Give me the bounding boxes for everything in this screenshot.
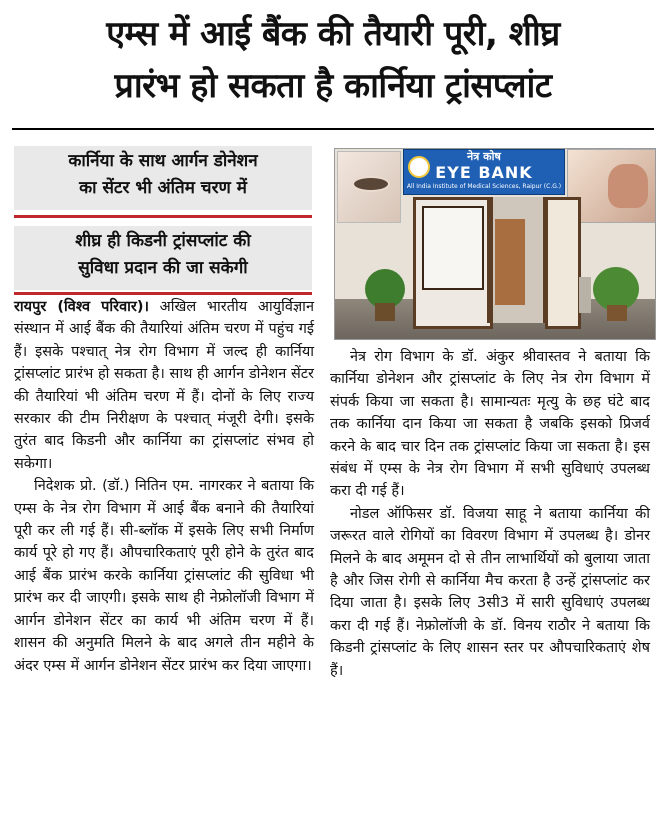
eye-bank-photo: [334, 148, 656, 340]
headline-rule: [12, 128, 654, 130]
subheading-1-line-1: कार्निया के साथ आर्गन डोनेशन: [68, 151, 258, 171]
eye-bank-sign: [403, 149, 565, 195]
article-column-right: [330, 346, 650, 682]
sign-institute: All India Institute of Medical Sciences, Raipur (C.G.): [406, 183, 562, 190]
sign-english: EYE BANK: [435, 163, 533, 182]
subheading-divider: [14, 292, 312, 295]
headline-line-2: प्रारंभ हो सकता है कार्निया ट्रांसप्लांट: [114, 66, 552, 106]
article-column-left: [14, 296, 314, 677]
subheading-2-line-1: शीघ्र ही किडनी ट्रांसप्लांट की: [75, 231, 251, 251]
article-paragraph: निदेशक प्रो. (डॉ.) नितिन एम. नागरकर ने बताया कि एम्स के नेत्र रोग विभाग में आई बैंक बनाने की तैयारियां पूरी कर ली गई हैं। सी-ब्लॉक में इसके लिए सभी निर्माण कार्य पूरे हो गए हैं। औपचारिकताएं पूरी होने के तुरंत बाद आई बैंक प्रारंभ करके कार्निया ट्रांसप्लांट की सुविधा भी प्रारंभ कर दी जाएगी। इसके साथ ही नेफ्रोलॉजी विभाग में आर्गन डोनेशन सेंटर का कार्य भी अंतिम चरण में हैं। शासन की अनुमति मिलने के बाद अगले तीन महीने के अंदर एम्स में आर्गन डोनेशन सेंटर प्रारंभ कर दिया जाएगा।: [14, 478, 314, 674]
wardrobe: [495, 219, 525, 305]
dateline: रायपुर (विश्व परिवार)।: [14, 299, 149, 315]
eye-icon: [352, 176, 390, 192]
subheading-divider: [14, 215, 312, 218]
article-paragraph: नेत्र रोग विभाग के डॉ. अंकुर श्रीवास्तव ने बताया कि कार्निया डोनेशन और ट्रांसप्लांट के लिए नेत्र रोग विभाग में संपर्क किया जा सकता है। सामान्यतः मृत्यु के छह घंटे बाद तक कार्निया दान किया जा सकता है जबकि इसको प्रिजर्व करने के बाद चार दिन तक ट्रांसप्लांट किया जा सकता है। इस संबंध में एम्स के नेत्र रोग विभाग में सभी सुविधाएं उपलब्ध करा दी गई हैं।: [330, 349, 650, 500]
subheading-1-line-2: का सेंटर भी अंतिम चरण में: [79, 178, 247, 198]
eye-poster: [337, 151, 401, 223]
article-paragraph: [14, 296, 314, 475]
article-paragraph-text: अखिल भारतीय आयुर्विज्ञान संस्थान में आई बैंक की तैयारियां अंतिम चरण में पहुंच गई हैं। इसके पश्चात् नेत्र रोग विभाग में जल्द ही कार्निया ट्रांसप्लांट प्रारंभ हो सकता है। साथ ही आर्गन डोनेशन सेंटर की तैयारियां भी अंतिम चरण में हैं। दोनों के लिए राज्य सरकार की टीम निरीक्षण के पश्चात् मंजूरी देगी। इसके तुरंत बाद किडनी और कार्निया का ट्रांसप्लांट संभव हो सकेगा।: [14, 299, 314, 472]
aiims-logo-icon: [408, 156, 430, 178]
headline-line-1: एम्स में आई बैंक की तैयारी पूरी, शीघ्र: [106, 14, 560, 54]
side-door: [545, 197, 581, 329]
subheading-2: [14, 226, 312, 290]
subheading-2-line-2: सुविधा प्रदान की जा सकेगी: [78, 258, 248, 278]
subheading-1: [14, 146, 312, 210]
sign-hindi: नेत्र कोष: [467, 150, 501, 163]
article-paragraph: नोडल ऑफिसर डॉ. विजया साहू ने बताया कार्निया की जरूरत वाले रोगियों का विवरण विभाग में उपलब्ध है। डोनर मिलने के बाद अमूमन दो से तीन लाभार्थियों को बुलाया जाता है और जिस रोगी से कार्निया मैच करता है उन्हें ट्रांसप्लांट कर दिया जाता है। इसके लिए 3सी3 में सारी सुविधाएं उपलब्ध करा दी गई हैं। नेफ्रोलॉजी के डॉ. विनय राठौर ने बताया कि किडनी ट्रांसप्लांट के लिए शासन स्तर पर औपचारिकताएं शेष हैं।: [330, 505, 650, 679]
headline: [8, 8, 658, 112]
glass-door: [413, 197, 493, 329]
